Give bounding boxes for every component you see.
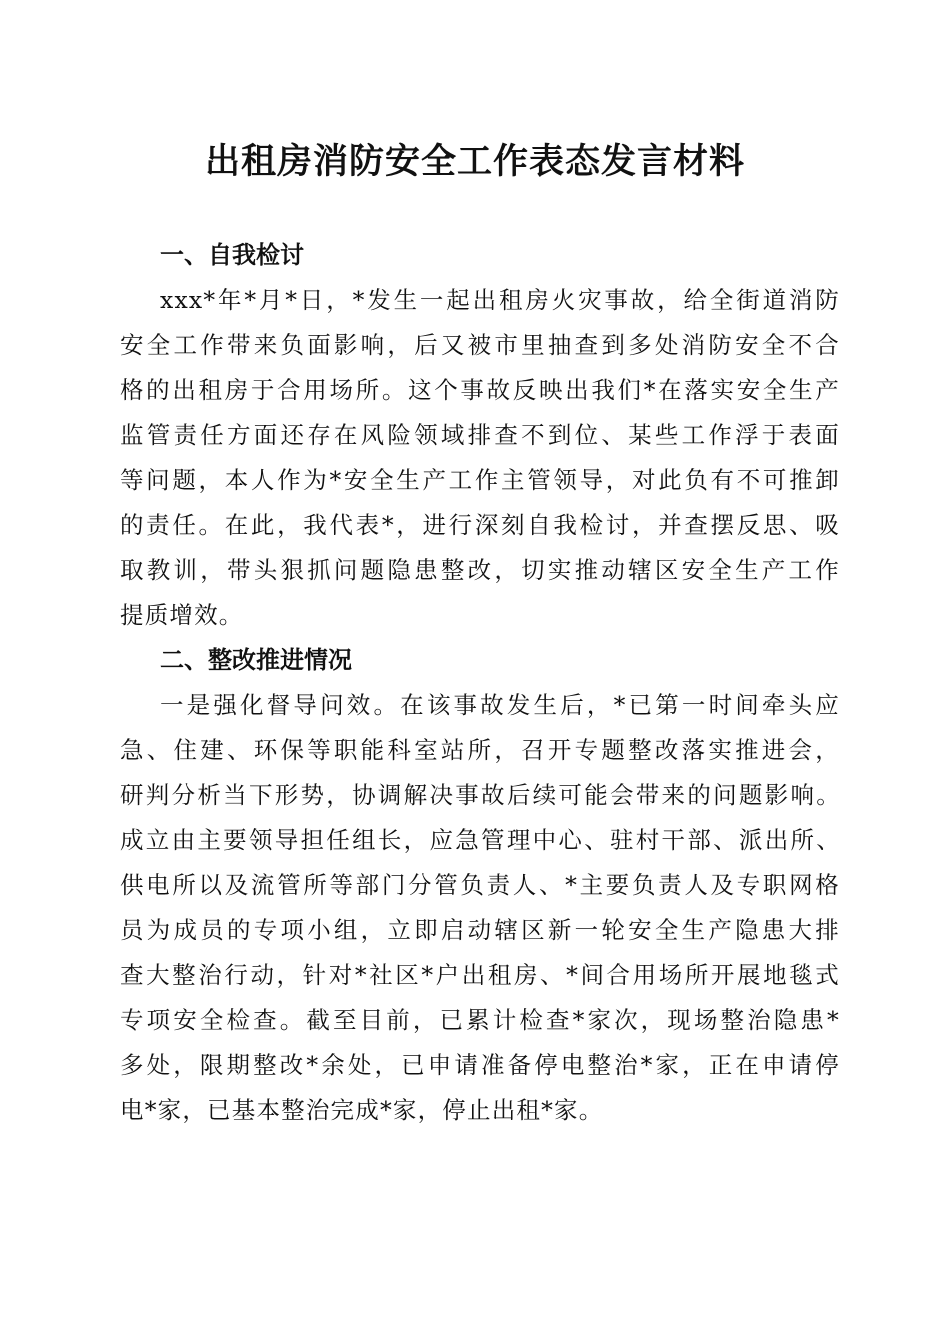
section-heading: 一、自我检讨 [160, 241, 304, 269]
paragraph-line: 电*家，已基本整治完成*家，停止出租*家。 [120, 1096, 604, 1124]
paragraph-line: 供电所以及流管所等部门分管负责人、*主要负责人及专职网格 [120, 871, 840, 899]
paragraph-line: 研判分析当下形势，协调解决事故后续可能会带来的问题影响。 [120, 781, 840, 809]
paragraph-line: 安全工作带来负面影响，后又被市里抽查到多处消防安全不合 [120, 331, 840, 359]
paragraph-line: 等问题，本人作为*安全生产工作主管领导，对此负有不可推卸 [120, 466, 840, 494]
paragraph-line: 专项安全检查。截至目前，已累计检查*家次，现场整治隐患* [120, 1006, 840, 1034]
paragraph-line: 的责任。在此，我代表*，进行深刻自我检讨，并查摆反思、吸 [120, 511, 840, 539]
paragraph-line: 多处，限期整改*余处，已申请准备停电整治*家，正在申请停 [120, 1051, 840, 1079]
paragraph-line: 取教训，带头狠抓问题隐患整改，切实推动辖区安全生产工作 [120, 556, 840, 584]
paragraph-line: 成立由主要领导担任组长，应急管理中心、驻村干部、派出所、 [120, 826, 840, 854]
section-heading: 二、整改推进情况 [160, 646, 352, 674]
paragraph-line: 格的出租房于合用场所。这个事故反映出我们*在落实安全生产 [120, 376, 840, 404]
paragraph-line: 提质增效。 [120, 601, 244, 629]
paragraph-line: xxx*年*月*日，*发生一起出租房火灾事故，给全街道消防 [160, 286, 840, 314]
paragraph-line: 员为成员的专项小组，立即启动辖区新一轮安全生产隐患大排 [120, 916, 840, 944]
paragraph-line: 监管责任方面还存在风险领域排查不到位、某些工作浮于表面 [120, 421, 840, 449]
paragraph-line: 查大整治行动，针对*社区*户出租房、*间合用场所开展地毯式 [120, 961, 840, 989]
paragraph-line: 一是强化督导问效。在该事故发生后，*已第一时间牵头应 [160, 691, 840, 719]
section-rectification-progress [120, 638, 840, 1133]
section-self-review [120, 233, 840, 638]
document-body [120, 233, 840, 1133]
paragraph-line: 急、住建、环保等职能科室站所，召开专题整改落实推进会， [120, 736, 840, 764]
document-title: 出租房消防安全工作表态发言材料 [204, 141, 745, 182]
